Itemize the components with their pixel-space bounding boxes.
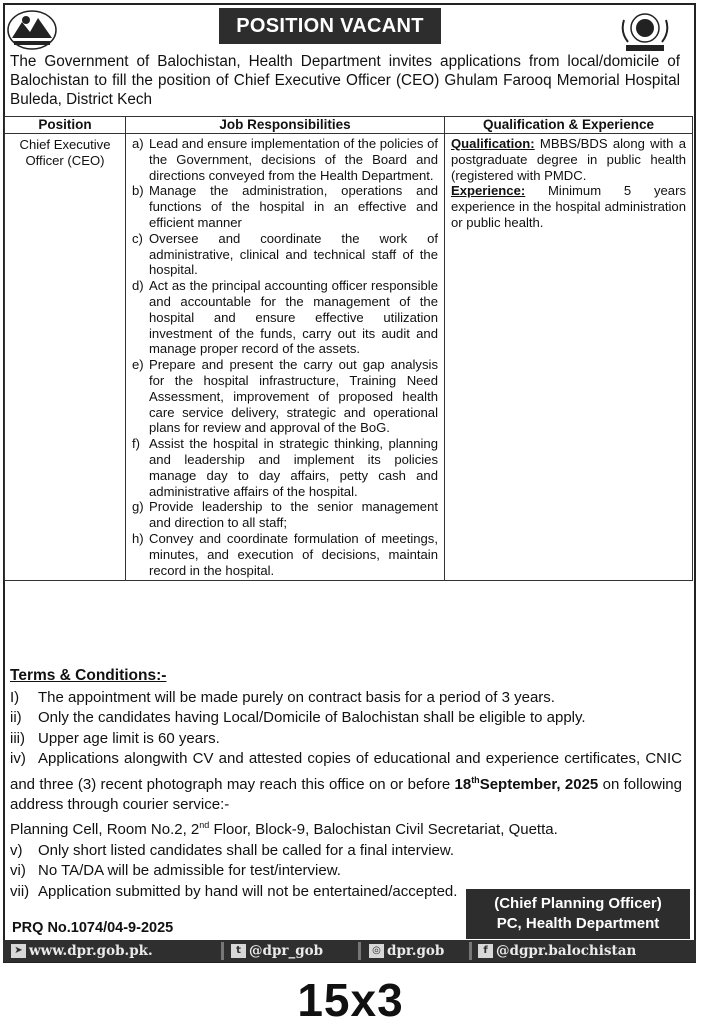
responsibility-text: Convey and coordinate formulation of meetings, minutes, and execution of decisions, maintain record in the hospital. [149, 530, 438, 578]
responsibility-text: Provide leadership to the senior management and direction to all staff; [149, 499, 438, 531]
term-marker: ii) [10, 709, 22, 727]
footer-twitter[interactable]: t @dpr_gob [231, 943, 323, 959]
term-text: No TA/DA will be admissible for test/interview. [38, 862, 341, 880]
responsibilities-list [132, 136, 438, 578]
responsibility-marker: c) [132, 230, 143, 246]
responsibilities-cell [126, 134, 445, 581]
instagram-icon: ◎ [369, 944, 384, 958]
responsibility-text: Act as the principal accounting officer responsible and accountable for the management of the hospital and ensure effective utilization investment of the funds, carry out its audit and manage proper record of the assets. [149, 278, 438, 357]
terms-list [10, 688, 682, 902]
experience-block [451, 183, 686, 230]
header-position: Position [5, 117, 126, 134]
experience-label: Experience: [451, 183, 526, 199]
twitter-icon: t [231, 944, 246, 958]
government-seal-icon [614, 8, 676, 54]
list-item [10, 688, 682, 708]
term-marker: I) [10, 689, 20, 706]
footer-facebook[interactable]: f @dgpr.balochistan [478, 943, 636, 959]
position-vacant-banner: POSITION VACANT [219, 8, 441, 44]
qualification-text: MBBS/BDS along with a postgraduate degree in public health (registered with PMDC. [451, 136, 686, 183]
list-item [132, 436, 438, 499]
responsibility-marker: f) [132, 436, 140, 452]
arrow-icon: ➤ [11, 944, 26, 958]
responsibility-marker: d) [132, 278, 144, 294]
term-text: Only the candidates having Local/Domicile of Balochistan shall be eligible to apply. [38, 709, 586, 727]
responsibility-text: Assist the hospital in strategic thinking, planning and leadership and implement its policies manage day to day affairs, petty cash and administrative affairs of the hospital. [149, 436, 438, 499]
table-header-row [5, 117, 693, 134]
balochistan-emblem-icon [6, 8, 58, 50]
deadline-date: 18thSeptember, 2025 [454, 774, 599, 793]
term-marker: vii) [10, 882, 30, 900]
term-marker: iv) [10, 750, 26, 768]
list-item [132, 357, 438, 436]
term-text: Only short listed candidates shall be called for a final interview. [38, 841, 455, 859]
list-item [10, 841, 682, 861]
list-item [132, 499, 438, 531]
list-item [132, 231, 438, 278]
term-text: Application submitted by hand will not be entertained/accepted. [38, 882, 458, 900]
term-marker: vi) [10, 862, 26, 880]
responsibility-marker: b) [132, 183, 144, 199]
header-qualification: Qualification & Experience [445, 117, 693, 134]
list-item [132, 278, 438, 357]
term-text: The appointment will be made purely on contract basis for a period of 3 years. [38, 689, 555, 706]
footer-instagram[interactable]: ◎ dpr.gob [369, 943, 444, 959]
signature-title: (Chief Planning Officer) [494, 895, 662, 912]
position-cell: Chief Executive Officer (CEO) [5, 134, 126, 581]
address-line: Planning Cell, Room No.2, 2nd Floor, Block-9, Balochistan Civil Secretariat, Quetta. [10, 820, 558, 839]
list-item [10, 861, 682, 881]
list-item [132, 136, 438, 183]
footer-divider [358, 942, 361, 960]
signature-box [466, 889, 690, 939]
term-marker: v) [10, 841, 23, 859]
table-row [5, 134, 693, 581]
header-responsibilities: Job Responsibilities [126, 117, 445, 134]
responsibility-marker: e) [132, 357, 144, 373]
experience-text: Minimum 5 years experience in the hospital administration or public health. [451, 183, 686, 230]
terms-title: Terms & Conditions:- [10, 667, 167, 684]
responsibility-text: Prepare and present the carry out gap analysis for the hospital infrastructure, Training Need Assessment, improvement of proposed health care service delivery, strategic and operational plans for review and approval of the BoG. [149, 357, 438, 436]
list-item [132, 183, 438, 230]
responsibility-text: Manage the administration, operations and functions of the hospital in an effective and efficient manner [149, 183, 438, 230]
prq-number: PRQ No.1074/04-9-2025 [12, 920, 174, 936]
responsibility-marker: g) [132, 499, 144, 515]
footer-divider [221, 942, 224, 960]
term-marker: iii) [10, 729, 25, 747]
term-text: Applications alongwith CV and attested copies of educational and experience certificates, CNIC and three (3) recent photograph may reach this office on or before [10, 750, 682, 793]
responsibility-text: Lead and ensure implementation of the policies of the Government, decisions of the Board and directions conveyed from the Health Department. [149, 136, 438, 183]
responsibility-marker: h) [132, 530, 144, 546]
list-item [10, 749, 682, 815]
ad-size-label: 15x3 [297, 974, 404, 1026]
facebook-icon: f [478, 944, 493, 958]
intro-paragraph: The Government of Balochistan, Health Department invites applications from local/domicile of Balochistan to fill the position of Chief Executive Officer (CEO) Ghulam Farooq Memorial Hospital Buleda, District Kech [10, 53, 680, 108]
qualification-block [451, 136, 686, 183]
term-text: Upper age limit is 60 years. [38, 729, 220, 747]
footer-bar [3, 940, 696, 962]
term-text: on following address through courier service:- [10, 775, 682, 814]
signature-department: PC, Health Department [496, 915, 660, 932]
qualification-cell [445, 134, 693, 581]
responsibility-text: Oversee and coordinate the work of administrative, clinical and technical staff of the hospital. [149, 230, 438, 278]
list-item [10, 708, 682, 728]
footer-web[interactable]: ➤ www.dpr.gob.pk. [11, 943, 153, 959]
job-table [4, 116, 693, 581]
responsibility-marker: a) [132, 136, 144, 151]
list-item [132, 531, 438, 578]
footer-divider [469, 942, 472, 960]
qualification-label: Qualification: [451, 136, 535, 151]
list-item [10, 729, 682, 749]
